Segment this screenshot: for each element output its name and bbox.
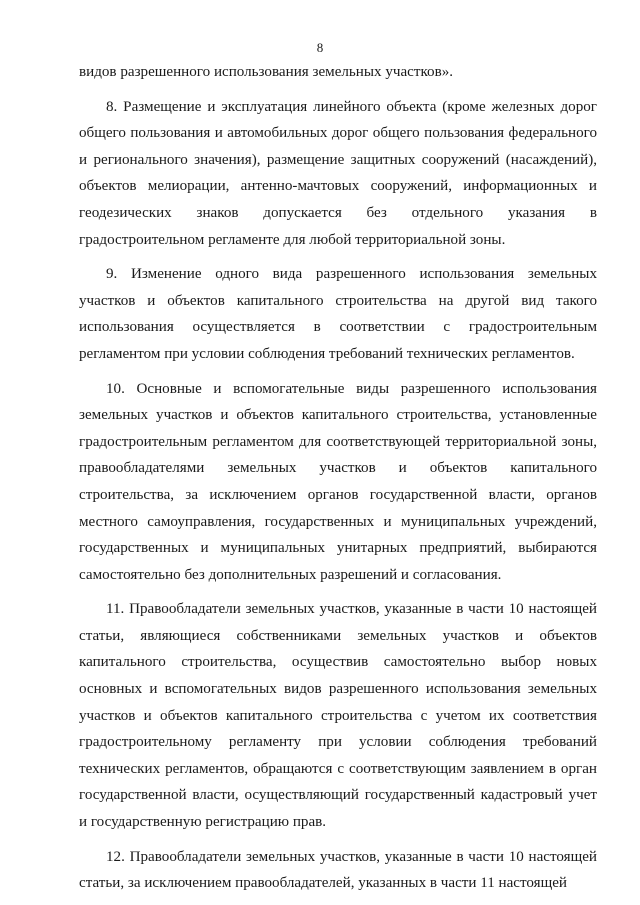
document-body [79, 59, 597, 897]
paragraph-continuation: видов разрешенного использования земельных участков». [79, 64, 454, 80]
paragraph-item-10: 10. Основные и вспомогательные виды разрешенного использования земельных участков и объектов капитального строительства, установленные градостроительным регламентом для соответствующей территориальной зоны, правообладателями земельных участков и объектов капитального строительства, за исключением органов государственной власти, органов местного самоуправления, государственных и муниципальных учреждений, государственных и муниципальных унитарных предприятий, выбираются самостоятельно без дополнительных разрешений и согласования. [79, 380, 597, 583]
paragraph-item-9: 9. Изменение одного вида разрешенного использования земельных участков и объектов капитального строительства на другой вид такого использования осуществляется в соответствии с градостроительным регламентом при условии соблюдения требований технических регламентов. [79, 266, 597, 362]
page-number: 8 [316, 40, 324, 55]
paragraph-item-8: 8. Размещение и эксплуатация линейного объекта (кроме железных дорог общего пользования и автомобильных дорог общего пользования федерального и регионального значения), размещение защитных сооружений (насаждений), объектов мелиорации, антенно-мачтовых сооружений, информационных и геодезических знаков допускается без отдельного указания в градостроительном регламенте для любой территориальной зоны. [79, 98, 597, 248]
paragraph-item-12: 12. Правообладатели земельных участков, указанные в части 10 настоящей статьи, за исключением правообладателей, указанных в части 11 настоящей [79, 848, 597, 892]
paragraph-item-11: 11. Правообладатели земельных участков, указанные в части 10 настоящей статьи, являющиеся собственниками земельных участков и объектов капитального строительства, осуществив самостоятельно выбор новых основных и вспомогательных видов разрешенного использования земельных участков и объектов капитального строительства с учетом их соответствия градостроительному регламенту при условии соблюдения требований технических регламентов, обращаются с соответствующим заявлением в орган государственной власти, осуществляющий государственный кадастровый учет и государственную регистрацию прав. [79, 601, 597, 831]
